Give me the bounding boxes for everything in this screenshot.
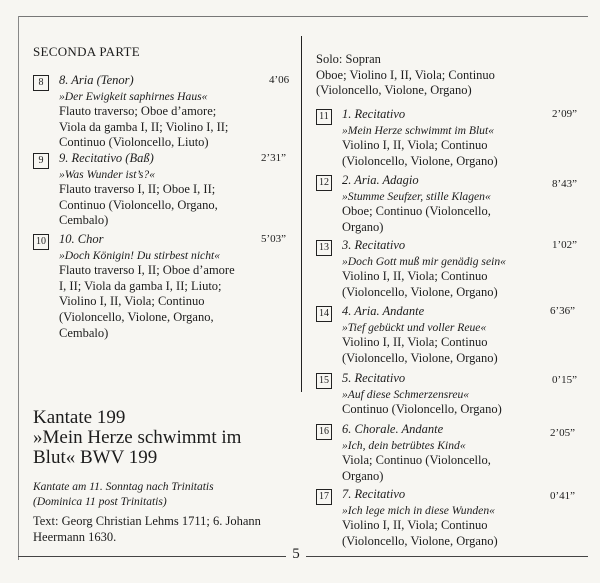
instrument-line: (Violoncello, Violone, Organo)	[342, 350, 498, 365]
track-number-box: 15	[316, 373, 332, 389]
track-duration: 2’05”	[550, 427, 576, 439]
instrument-line: Flauto traverso; Oboe d’amore;	[59, 104, 217, 119]
instrument-line: Viola; Continuo (Violoncello,	[342, 453, 491, 468]
track-duration: 2’31”	[261, 152, 287, 164]
track-title: 2. Aria. Adagio	[342, 173, 419, 187]
cantata-title-line: Blut« BWV 199	[33, 447, 158, 468]
track-title: 4. Aria. Andante	[342, 304, 425, 318]
cantata-title-line: »Mein Herze schwimmt im	[33, 427, 242, 448]
cantata-title	[33, 408, 241, 468]
left-border-rule	[18, 16, 19, 560]
instrument-line: Organo)	[342, 219, 384, 234]
track-title: 7. Recitativo	[342, 487, 406, 501]
bottom-rule-left	[18, 556, 286, 557]
instrument-line: Continuo (Violoncello, Organo,	[59, 197, 218, 212]
instrument-line: I, II; Viola da gamba I, II; Liuto;	[59, 278, 222, 293]
track-number-box: 11	[316, 109, 332, 125]
instrument-line: Organo)	[342, 468, 384, 483]
track-duration: 4’06	[269, 74, 290, 86]
cantata-title-line: Kantate 199	[33, 407, 126, 428]
track-title: 8. Aria (Tenor)	[59, 73, 134, 87]
track-lyric: »Auf diese Schmerzensreu«	[342, 387, 470, 401]
track-duration: 6’36”	[550, 305, 576, 317]
cantata-text-line: Heermann 1630.	[33, 530, 117, 544]
track-duration: 0’15”	[552, 374, 578, 386]
cantata-subtitle-line: (Dominica 11 post Trinitatis)	[33, 496, 167, 508]
instrument-line: Violino I, II, Viola; Continuo	[342, 518, 488, 533]
track-lyric: »Ich lege mich in diese Wunden«	[342, 503, 495, 517]
page-number: 5	[292, 546, 300, 562]
track-lyric: »Was Wunder ist’s?«	[59, 167, 155, 181]
track-title: 9. Recitativo (Baß)	[59, 151, 154, 165]
track-lyric: »Doch Gott muß mir genädig sein«	[342, 254, 506, 268]
track-number-box: 17	[316, 489, 332, 505]
track-duration: 1’02”	[552, 239, 578, 251]
cantata-subtitle-line: Kantate am 11. Sonntag nach Trinitatis	[33, 481, 214, 493]
track-lyric: »Der Ewigkeit saphirnes Haus«	[59, 89, 208, 103]
instrument-line: Viola da gamba I, II; Violino I, II;	[59, 119, 229, 134]
cantata-subtitle	[33, 480, 214, 510]
track-lyric: »Tief gebückt und voller Reue«	[342, 320, 487, 334]
instrument-line: Violino I, II, Viola; Continuo	[59, 294, 205, 309]
track-title: 6. Chorale. Andante	[342, 422, 444, 436]
column-divider	[301, 36, 302, 392]
instrument-line: (Violoncello, Violone, Organo)	[342, 153, 498, 168]
cantata-text-credit	[33, 513, 261, 545]
instrument-line: Flauto traverso I, II; Oboe d’amore	[59, 263, 235, 278]
track-number-box: 13	[316, 240, 332, 256]
instrument-line: Continuo (Violoncello, Organo)	[342, 402, 502, 417]
section-title: SECONDA PARTE	[33, 44, 141, 59]
track-lyric: »Doch Königin! Du stirbest nicht«	[59, 248, 221, 262]
cantata-text-line: Text: Georg Christian Lehms 1711; 6. Johann	[33, 514, 261, 528]
track-number-box: 16	[316, 424, 332, 440]
track-duration: 0’41”	[550, 490, 576, 502]
track-lyric: »Mein Herze schwimmt im Blut«	[342, 123, 494, 137]
instrument-line: (Violoncello, Violone, Organo)	[342, 533, 498, 548]
solo-line: Oboe; Violino I, II, Viola; Continuo	[316, 67, 495, 82]
track-number-box: 14	[316, 306, 332, 322]
solo-instrumentation	[316, 52, 495, 99]
solo-line: Solo: Sopran	[316, 52, 381, 66]
instrument-line: Cembalo)	[59, 325, 109, 340]
track-number-box: 9	[33, 153, 49, 169]
track-lyric: »Stumme Seufzer, stille Klagen«	[342, 189, 491, 203]
track-duration: 8’43”	[552, 178, 578, 190]
instrument-line: Cembalo)	[59, 213, 109, 228]
instrument-line: Violino I, II, Viola; Continuo	[342, 335, 488, 350]
instrument-line: Flauto traverso I, II; Oboe I, II;	[59, 182, 216, 197]
track-lyric: »Ich, dein betrübtes Kind«	[342, 438, 466, 452]
instrument-line: Oboe; Continuo (Violoncello,	[342, 204, 491, 219]
track-title: 5. Recitativo	[342, 371, 406, 385]
bottom-rule-right	[306, 556, 588, 557]
track-duration: 2’09”	[552, 108, 578, 120]
instrument-line: (Violoncello, Violone, Organo)	[342, 284, 498, 299]
track-title: 3. Recitativo	[342, 238, 406, 252]
instrument-line: Violino I, II, Viola; Continuo	[342, 138, 488, 153]
track-number-box: 12	[316, 175, 332, 191]
track-duration: 5’03”	[261, 233, 287, 245]
track-number-box: 10	[33, 234, 49, 250]
track-number-box: 8	[33, 75, 49, 91]
instrument-line: (Violoncello, Violone, Organo,	[59, 309, 214, 324]
track-title: 10. Chor	[59, 232, 104, 246]
solo-line: (Violoncello, Violone, Organo)	[316, 83, 472, 98]
track-title: 1. Recitativo	[342, 107, 406, 121]
instrument-line: Continuo (Violoncello, Liuto)	[59, 135, 209, 150]
top-border-rule	[18, 16, 588, 17]
instrument-line: Violino I, II, Viola; Continuo	[342, 269, 488, 284]
